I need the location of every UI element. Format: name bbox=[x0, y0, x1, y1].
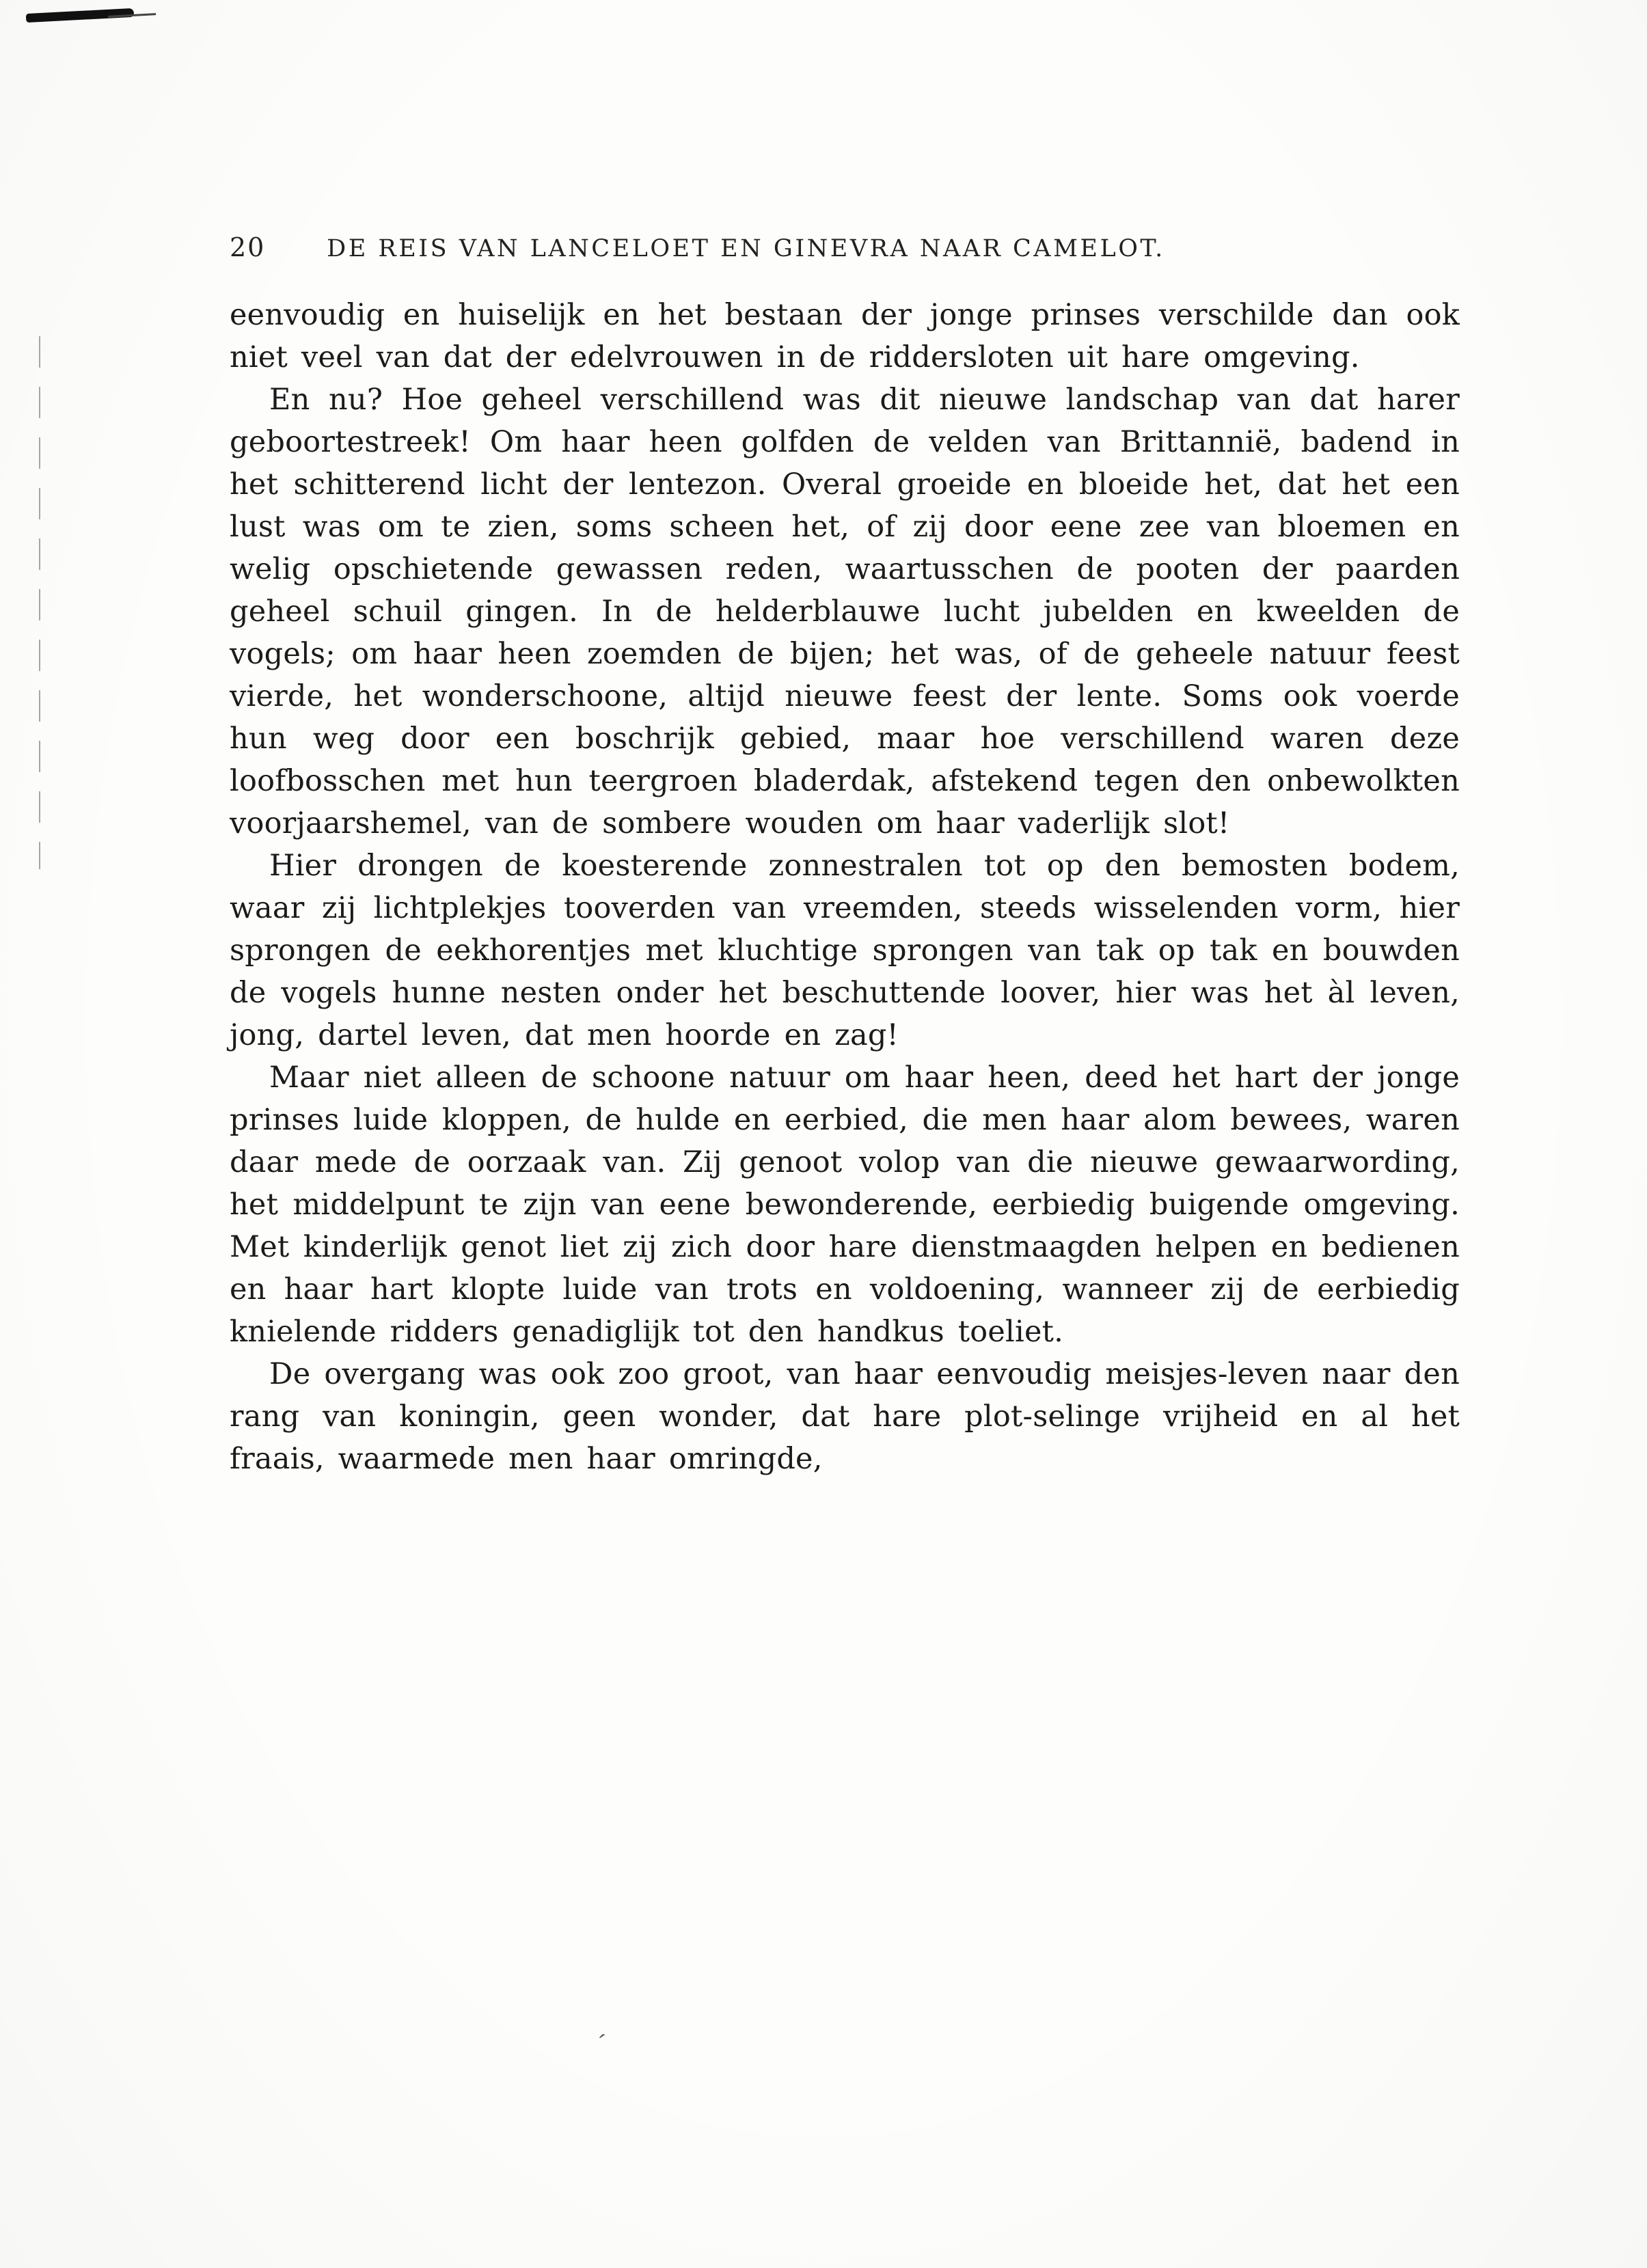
scan-stray-mark: ´ bbox=[590, 2030, 608, 2060]
body-text bbox=[230, 294, 1460, 1480]
paragraph: De overgang was ook zoo groot, van haar eenvoudig meisjes-leven naar den rang van koningin, geen wonder, dat hare plot-selinge vrijheid en al het fraais, waarmede men haar omringde, bbox=[230, 1357, 1460, 1476]
page-number: 20 bbox=[230, 232, 266, 262]
running-header-title: DE REIS VAN LANCELOET EN GINEVRA NAAR CAMELOT. bbox=[327, 235, 1165, 262]
text-block bbox=[230, 232, 1460, 1480]
paragraph: En nu? Hoe geheel verschillend was dit nieuwe landschap van dat harer geboortestreek! Om haar heen golfden de velden van Brittannië, badend in het schitterend licht der lentezon. Overal groeide en bloeide het, dat het een lust was om te zien, soms scheen het, of zij door eene zee van bloemen en welig opschietende gewassen reden, waartusschen de pooten der paarden geheel schuil gingen. In de helderblauwe lucht jubelden en kweelden de vogels; om haar heen zoemden de bijen; het was, of de geheele natuur feest vierde, het wonderschoone, altijd nieuwe feest der lente. Soms ook voerde hun weg door een boschrijk gebied, maar hoe verschillend waren deze loofbosschen met hun teergroen bladerdak, afstekend tegen den onbewolkten voorjaarshemel, van de sombere wouden om haar vaderlijk slot! bbox=[230, 383, 1460, 841]
paragraph: Hier drongen de koesterende zonnestralen tot op den bemosten bodem, waar zij lichtplekjes tooverden van vreemden, steeds wisselenden vorm, hier sprongen de eekhorentjes met kluchtige sprongen van tak op tak en bouwden de vogels hunne nesten onder het beschuttende loover, hier was het àl leven, jong, dartel leven, dat men hoorde en zag! bbox=[230, 849, 1460, 1052]
paragraph: Maar niet alleen de schoone natuur om haar heen, deed het hart der jonge prinses luide kloppen, de hulde en eerbied, die men haar alom bewees, waren daar mede de oorzaak van. Zij genoot volop van die nieuwe gewaarwording, het middelpunt te zijn van eene bewonderende, eerbiedig buigende omgeving. Met kinderlijk genot liet zij zich door hare dienstmaagden helpen en bedienen en haar hart klopte luide van trots en voldoening, wanneer zij de eerbiedig knielende ridders genadiglijk tot den handkus toeliet. bbox=[230, 1061, 1460, 1349]
scan-corner-ink-mark bbox=[26, 8, 134, 23]
scan-left-edge-line bbox=[39, 336, 40, 869]
running-header bbox=[230, 232, 1460, 262]
paragraph: eenvoudig en huiselijk en het bestaan der jonge prinses verschilde dan ook niet veel van dat der edelvrouwen in de riddersloten uit hare omgeving. bbox=[230, 298, 1460, 374]
